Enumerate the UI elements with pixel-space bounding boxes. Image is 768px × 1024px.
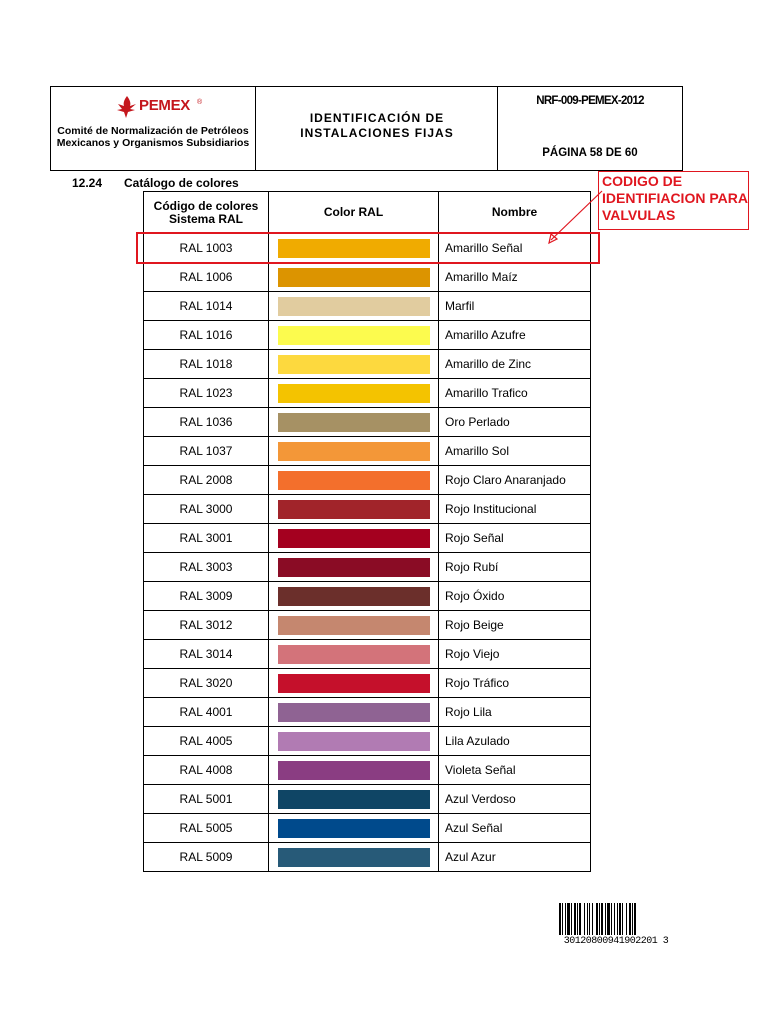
color-name-cell: Azul Verdoso	[439, 785, 591, 814]
ral-code-cell: RAL 1037	[144, 437, 269, 466]
ral-code-cell: RAL 1023	[144, 379, 269, 408]
color-cell	[269, 727, 439, 756]
ral-code-cell: RAL 3000	[144, 495, 269, 524]
table-row	[144, 843, 591, 872]
color-cell	[269, 408, 439, 437]
callout-box: CODIGO DE IDENTIFIACION PARA VALVULAS	[598, 171, 749, 230]
color-name-cell: Azul Señal	[439, 814, 591, 843]
ral-code-cell: RAL 1003	[144, 234, 269, 263]
color-swatch	[278, 616, 430, 635]
table-row	[144, 263, 591, 292]
table-row	[144, 350, 591, 379]
color-name-cell: Rojo Óxido	[439, 582, 591, 611]
logo-text: PEMEX	[139, 97, 191, 114]
color-cell	[269, 553, 439, 582]
color-name-cell: Amarillo Azufre	[439, 321, 591, 350]
color-swatch	[278, 442, 430, 461]
color-cell	[269, 582, 439, 611]
table-row	[144, 785, 591, 814]
document-code: NRF-009-PEMEX-2012	[536, 95, 644, 107]
table-row	[144, 640, 591, 669]
color-swatch	[278, 703, 430, 722]
table-row	[144, 582, 591, 611]
table-row	[144, 292, 591, 321]
ral-code-cell: RAL 3012	[144, 611, 269, 640]
ral-code-cell: RAL 1014	[144, 292, 269, 321]
section-title: Catálogo de colores	[124, 176, 239, 190]
color-name-cell: Lila Azulado	[439, 727, 591, 756]
color-cell	[269, 640, 439, 669]
ral-code-cell: RAL 3009	[144, 582, 269, 611]
header-color: Color RAL	[269, 192, 439, 234]
barcode	[559, 903, 673, 935]
color-name-cell: Rojo Institucional	[439, 495, 591, 524]
table-row	[144, 437, 591, 466]
eagle-icon	[115, 95, 139, 119]
table-row	[144, 756, 591, 785]
color-name-cell: Amarillo Sol	[439, 437, 591, 466]
ral-code-cell: RAL 3001	[144, 524, 269, 553]
ral-code-cell: RAL 5005	[144, 814, 269, 843]
header-code: Código de colores Sistema RAL	[144, 192, 269, 234]
color-name-cell: Rojo Señal	[439, 524, 591, 553]
ral-code-cell: RAL 4001	[144, 698, 269, 727]
color-name-cell: Rojo Viejo	[439, 640, 591, 669]
color-cell	[269, 814, 439, 843]
section-number: 12.24	[72, 176, 103, 190]
ral-code-cell: RAL 4008	[144, 756, 269, 785]
color-name-cell: Amarillo Trafico	[439, 379, 591, 408]
color-swatch	[278, 384, 430, 403]
color-cell	[269, 321, 439, 350]
color-swatch	[278, 790, 430, 809]
table-row	[144, 814, 591, 843]
color-name-cell: Marfil	[439, 292, 591, 321]
color-swatch	[278, 587, 430, 606]
header-name: Nombre	[439, 192, 591, 234]
pemex-logo	[115, 95, 205, 123]
color-name-cell: Rojo Claro Anaranjado	[439, 466, 591, 495]
color-swatch	[278, 268, 430, 287]
table-row	[144, 669, 591, 698]
color-name-cell: Oro Perlado	[439, 408, 591, 437]
ral-color-table	[143, 191, 591, 872]
logo-registered-mark: ®	[197, 99, 203, 106]
color-name-cell: Rojo Tráfico	[439, 669, 591, 698]
table-row	[144, 524, 591, 553]
table-row	[144, 495, 591, 524]
color-cell	[269, 495, 439, 524]
color-swatch	[278, 529, 430, 548]
table-body	[144, 234, 591, 872]
table-row	[144, 727, 591, 756]
ral-code-cell: RAL 3014	[144, 640, 269, 669]
table-row	[144, 611, 591, 640]
header-logo-cell	[51, 87, 256, 170]
table-row	[144, 379, 591, 408]
color-cell	[269, 466, 439, 495]
color-swatch	[278, 558, 430, 577]
table-header-row	[144, 192, 591, 234]
color-name-cell: Amarillo de Zinc	[439, 350, 591, 379]
ral-code-cell: RAL 1006	[144, 263, 269, 292]
color-cell	[269, 350, 439, 379]
color-cell	[269, 379, 439, 408]
color-cell	[269, 611, 439, 640]
color-cell	[269, 524, 439, 553]
ral-code-cell: RAL 1036	[144, 408, 269, 437]
color-cell	[269, 669, 439, 698]
color-cell	[269, 263, 439, 292]
committee-name: Comité de Normalización de Petróleos Mexicanos y Organismos Subsidiarios	[56, 125, 250, 149]
document-title: IDENTIFICACIÓN DE INSTALACIONES FIJAS	[300, 111, 454, 140]
table-row	[144, 698, 591, 727]
color-name-cell: Rojo Lila	[439, 698, 591, 727]
ral-code-cell: RAL 2008	[144, 466, 269, 495]
color-name-cell: Violeta Señal	[439, 756, 591, 785]
color-swatch	[278, 645, 430, 664]
barcode-number: 30120800941902201 3	[563, 936, 669, 947]
ral-code-cell: RAL 5009	[144, 843, 269, 872]
color-cell	[269, 698, 439, 727]
ral-code-cell: RAL 4005	[144, 727, 269, 756]
table-row	[144, 321, 591, 350]
ral-code-cell: RAL 1018	[144, 350, 269, 379]
color-cell	[269, 437, 439, 466]
color-swatch	[278, 297, 430, 316]
callout-arrow-icon	[540, 190, 610, 250]
color-swatch	[278, 848, 430, 867]
color-name-cell: Rojo Beige	[439, 611, 591, 640]
color-swatch	[278, 355, 430, 374]
highlight-row-box	[136, 232, 600, 264]
table-row	[144, 466, 591, 495]
color-name-cell: Amarillo Señal	[439, 234, 591, 263]
color-cell	[269, 843, 439, 872]
table-row	[144, 408, 591, 437]
color-swatch	[278, 732, 430, 751]
ral-code-cell: RAL 5001	[144, 785, 269, 814]
color-cell	[269, 785, 439, 814]
color-swatch	[278, 471, 430, 490]
color-swatch	[278, 326, 430, 345]
ral-code-cell: RAL 1016	[144, 321, 269, 350]
ral-code-cell: RAL 3020	[144, 669, 269, 698]
document-header	[50, 86, 683, 171]
color-swatch	[278, 500, 430, 519]
color-swatch	[278, 413, 430, 432]
color-swatch	[278, 819, 430, 838]
header-code-cell	[498, 87, 682, 170]
color-name-cell: Rojo Rubí	[439, 553, 591, 582]
color-swatch	[278, 674, 430, 693]
header-title-cell	[256, 87, 498, 170]
ral-code-cell: RAL 3003	[144, 553, 269, 582]
color-name-cell: Amarillo Maíz	[439, 263, 591, 292]
table-row	[144, 553, 591, 582]
color-cell	[269, 292, 439, 321]
color-swatch	[278, 761, 430, 780]
color-name-cell: Azul Azur	[439, 843, 591, 872]
color-cell	[269, 756, 439, 785]
page-number: PÁGINA 58 DE 60	[542, 147, 638, 159]
